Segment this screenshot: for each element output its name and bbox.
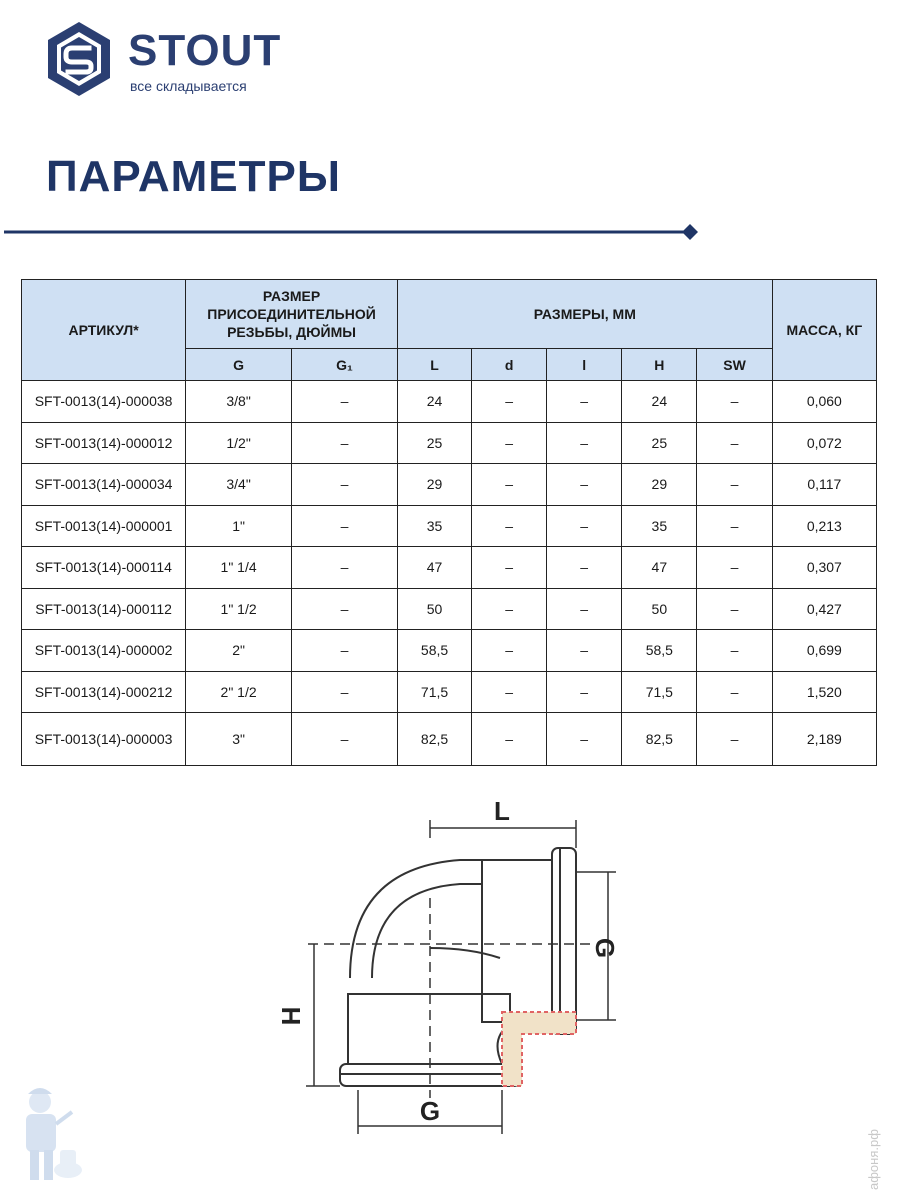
cell-l-length: 58,5 [397,630,471,672]
elbow-fitting-drawing [270,798,630,1138]
site-watermark: афоня.рф [866,1129,881,1190]
cell-g: 2" [186,630,292,672]
cell-sw: – [697,588,772,630]
elbow-inner-contour [372,884,482,978]
cell-h: 24 [622,381,697,423]
cell-mass: 1,520 [772,671,876,713]
cell-g: 3/8" [186,381,292,423]
header-l-length: L [397,349,471,381]
header-l-small: l [547,349,622,381]
cell-d: – [472,713,547,766]
cell-l-small: – [547,588,622,630]
header-thread-size: РАЗМЕР ПРИСОЕДИНИТЕЛЬНОЙ РЕЗЬБЫ, ДЮЙМЫ [186,280,398,349]
cell-h: 35 [622,505,697,547]
cell-sw: – [697,630,772,672]
cell-h: 50 [622,588,697,630]
cell-g: 2" 1/2 [186,671,292,713]
cell-sw: – [697,422,772,464]
elbow-outer-contour [350,860,482,978]
table-row [22,630,877,672]
page-title: ПАРАМЕТРЫ [46,152,341,201]
cell-g: 3/4" [186,464,292,506]
right-collar [552,848,576,1034]
cell-article: SFT-0013(14)-000112 [22,588,186,630]
cell-g: 3" [186,713,292,766]
cell-l-length: 25 [397,422,471,464]
cell-mass: 2,189 [772,713,876,766]
cell-h: 82,5 [622,713,697,766]
cell-article: SFT-0013(14)-000003 [22,713,186,766]
cell-sw: – [697,464,772,506]
cell-l-small: – [547,713,622,766]
table-row [22,464,877,506]
cell-mass: 0,427 [772,588,876,630]
cell-sw: – [697,547,772,589]
table-row [22,713,877,766]
cell-h: 47 [622,547,697,589]
cell-l-length: 47 [397,547,471,589]
cell-mass: 0,072 [772,422,876,464]
cell-g1: – [292,671,398,713]
header-g1: G₁ [292,349,398,381]
cell-d: – [472,630,547,672]
cell-mass: 0,213 [772,505,876,547]
label-h: H [276,1006,306,1026]
cell-l-small: – [547,547,622,589]
table-row [22,671,877,713]
brand-name: STOUT [128,26,282,75]
cell-d: – [472,505,547,547]
brand-logo [44,20,284,100]
cell-h: 25 [622,422,697,464]
cell-g1: – [292,713,398,766]
cell-sw: – [697,713,772,766]
cell-mass: 0,117 [772,464,876,506]
header-h: H [622,349,697,381]
cell-article: SFT-0013(14)-000114 [22,547,186,589]
header-article: АРТИКУЛ* [22,280,186,381]
table-row [22,505,877,547]
cell-g1: – [292,630,398,672]
header-mass: МАССА, КГ [772,280,876,381]
cell-sw: – [697,381,772,423]
cell-mass: 0,699 [772,630,876,672]
cell-g1: – [292,547,398,589]
table-row [22,588,877,630]
cell-article: SFT-0013(14)-000001 [22,505,186,547]
cell-article: SFT-0013(14)-000034 [22,464,186,506]
cell-d: – [472,671,547,713]
section-hatch [502,1012,576,1086]
header-d: d [472,349,547,381]
cell-d: – [472,464,547,506]
cell-h: 29 [622,464,697,506]
cell-l-length: 35 [397,505,471,547]
cell-l-small: – [547,505,622,547]
cell-d: – [472,588,547,630]
table-header-row [22,280,877,349]
cell-g1: – [292,505,398,547]
cell-article: SFT-0013(14)-000038 [22,381,186,423]
cell-sw: – [697,505,772,547]
cell-h: 71,5 [622,671,697,713]
cell-d: – [472,422,547,464]
cell-g: 1/2" [186,422,292,464]
cell-l-small: – [547,671,622,713]
header-sw: SW [697,349,772,381]
cell-g1: – [292,588,398,630]
cell-l-small: – [547,464,622,506]
title-divider [0,220,700,244]
cell-l-length: 50 [397,588,471,630]
cell-l-length: 29 [397,464,471,506]
cell-g1: – [292,381,398,423]
cell-l-small: – [547,630,622,672]
cell-l-length: 24 [397,381,471,423]
cell-g: 1" 1/2 [186,588,292,630]
cell-d: – [472,547,547,589]
plumber-mascot-icon [6,1082,86,1192]
stout-logo-icon [44,20,114,100]
cell-g1: – [292,464,398,506]
cell-l-length: 82,5 [397,713,471,766]
cell-g: 1" 1/4 [186,547,292,589]
cell-mass: 0,060 [772,381,876,423]
header-dimensions: РАЗМЕРЫ, ММ [397,280,772,349]
label-g-bottom: G [419,1096,441,1126]
cell-mass: 0,307 [772,547,876,589]
cell-d: – [472,381,547,423]
cell-l-length: 71,5 [397,671,471,713]
parameters-table [21,279,877,766]
bottom-socket [348,994,510,1064]
cell-l-small: – [547,381,622,423]
brand-tagline: все складывается [130,78,247,94]
header-g: G [186,349,292,381]
cell-article: SFT-0013(14)-000012 [22,422,186,464]
cell-g: 1" [186,505,292,547]
cell-article: SFT-0013(14)-000002 [22,630,186,672]
cell-g1: – [292,422,398,464]
right-socket [482,860,552,1022]
cell-h: 58,5 [622,630,697,672]
label-l: L [494,798,510,826]
label-g-side: G [590,937,620,959]
table-row [22,547,877,589]
table-row [22,381,877,423]
cell-article: SFT-0013(14)-000212 [22,671,186,713]
table-row [22,422,877,464]
cell-sw: – [697,671,772,713]
cell-l-small: – [547,422,622,464]
